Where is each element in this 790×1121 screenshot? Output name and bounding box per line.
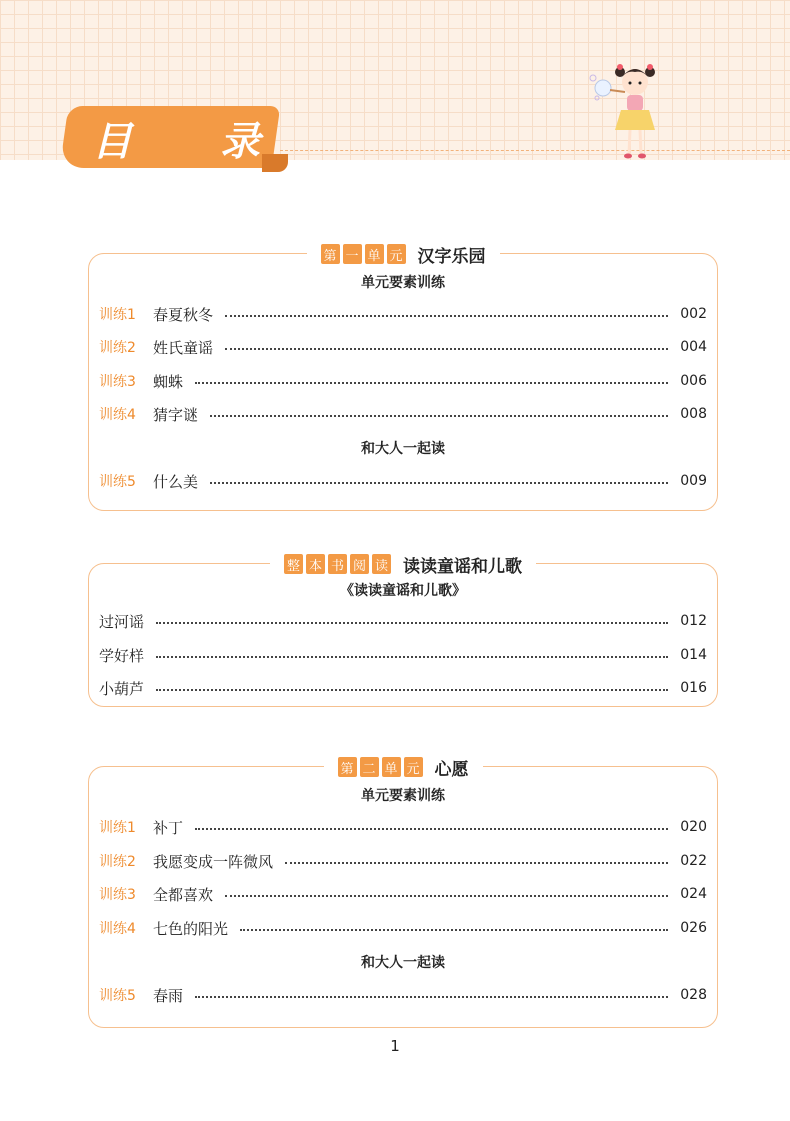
entry-label: 训练4: [99, 921, 136, 937]
entry-title: 春雨: [153, 986, 184, 1005]
entry-label: 训练2: [99, 854, 136, 870]
badge-char: 一: [343, 244, 362, 264]
badge-char: 单: [365, 244, 384, 264]
dot-leader: [225, 895, 668, 897]
title-banner-fold: [262, 154, 288, 172]
toc-entry[interactable]: [99, 303, 707, 325]
entry-page: 008: [680, 406, 707, 422]
section-header: [89, 241, 717, 267]
badge-char: 整: [284, 554, 303, 574]
entry-title: 补丁: [153, 818, 184, 837]
dot-leader: [240, 929, 668, 931]
entry-title: 学好样: [99, 646, 145, 665]
dot-leader: [225, 315, 668, 317]
entry-title: 姓氏童谣: [153, 338, 214, 357]
entry-page: 022: [680, 853, 707, 869]
section-badge: [284, 554, 391, 574]
dot-leader: [285, 862, 668, 864]
entry-label: 训练5: [99, 474, 136, 490]
toc-entry[interactable]: [99, 610, 707, 632]
page-title-char-1: 目: [92, 118, 134, 165]
entry-page: 020: [680, 819, 707, 835]
toc-entry[interactable]: [99, 883, 707, 905]
section-title: 读读童谣和儿歌: [403, 556, 522, 577]
badge-char: 元: [387, 244, 406, 264]
dot-leader: [210, 482, 668, 484]
page-number: 1: [390, 1037, 400, 1055]
entry-page: 028: [680, 987, 707, 1003]
section-badge: [338, 757, 423, 777]
entry-title: 我愿变成一阵微风: [153, 852, 274, 871]
toc-entry[interactable]: [99, 917, 707, 939]
entry-title: 蜘蛛: [153, 372, 184, 391]
entry-label: 训练2: [99, 340, 136, 356]
entry-label: 训练4: [99, 407, 136, 423]
badge-char: 二: [360, 757, 379, 777]
toc-entry[interactable]: [99, 984, 707, 1006]
page-title: [92, 112, 262, 164]
section-unit-1: [88, 246, 718, 511]
entry-title: 小葫芦: [99, 679, 145, 698]
section-title: 汉字乐园: [417, 246, 486, 267]
group-subtitle: 单元要素训练: [361, 275, 445, 291]
group-subtitle: 和大人一起读: [361, 441, 445, 457]
badge-char: 书: [328, 554, 347, 574]
entry-page: 004: [680, 339, 707, 355]
badge-char: 阅: [350, 554, 369, 574]
toc-entry[interactable]: [99, 470, 707, 492]
toc-entry[interactable]: [99, 816, 707, 838]
section-header: [89, 754, 717, 780]
dot-leader: [210, 415, 668, 417]
toc-entry[interactable]: [99, 850, 707, 872]
entry-label: 训练3: [99, 374, 136, 390]
dot-leader: [195, 828, 668, 830]
dot-leader: [195, 382, 668, 384]
entry-page: 024: [680, 886, 707, 902]
entry-page: 002: [680, 306, 707, 322]
toc-entry[interactable]: [99, 644, 707, 666]
entry-title: 七色的阳光: [153, 919, 229, 938]
entry-title: 春夏秋冬: [153, 305, 214, 324]
entry-page: 006: [680, 373, 707, 389]
entry-label: 训练1: [99, 307, 136, 323]
badge-char: 本: [306, 554, 325, 574]
entry-title: 全都喜欢: [153, 885, 214, 904]
toc-entry[interactable]: [99, 677, 707, 699]
header-dashed-line: [280, 150, 790, 151]
badge-char: 第: [338, 757, 357, 777]
badge-char: 第: [321, 244, 340, 264]
section-unit-2: [88, 759, 718, 1028]
section-header: [89, 551, 717, 577]
section-badge: [321, 244, 406, 264]
dot-leader: [225, 348, 668, 350]
entry-page: 016: [680, 680, 707, 696]
entry-title: 过河谣: [99, 612, 145, 631]
entry-label: 训练5: [99, 988, 136, 1004]
entry-page: 014: [680, 647, 707, 663]
entry-label: 训练3: [99, 887, 136, 903]
badge-char: 元: [404, 757, 423, 777]
group-subtitle: 《读读童谣和儿歌》: [340, 583, 466, 599]
toc-entry[interactable]: [99, 403, 707, 425]
badge-char: 读: [372, 554, 391, 574]
group-subtitle: 和大人一起读: [361, 955, 445, 971]
dot-leader: [195, 996, 668, 998]
badge-char: 单: [382, 757, 401, 777]
entry-title: 什么美: [153, 472, 199, 491]
toc-entry[interactable]: [99, 370, 707, 392]
group-subtitle: 单元要素训练: [361, 788, 445, 804]
entry-page: 009: [680, 473, 707, 489]
entry-label: 训练1: [99, 820, 136, 836]
girl-blowing-bubbles-illustration: [585, 58, 675, 164]
entry-page: 026: [680, 920, 707, 936]
section-whole-book-reading: [88, 556, 718, 707]
dot-leader: [156, 656, 668, 658]
entry-title: 猜字谜: [153, 405, 199, 424]
page-title-char-2: 录: [220, 118, 262, 165]
dot-leader: [156, 689, 668, 691]
dot-leader: [156, 622, 668, 624]
section-title: 心愿: [434, 759, 469, 780]
entry-page: 012: [680, 613, 707, 629]
toc-entry[interactable]: [99, 336, 707, 358]
